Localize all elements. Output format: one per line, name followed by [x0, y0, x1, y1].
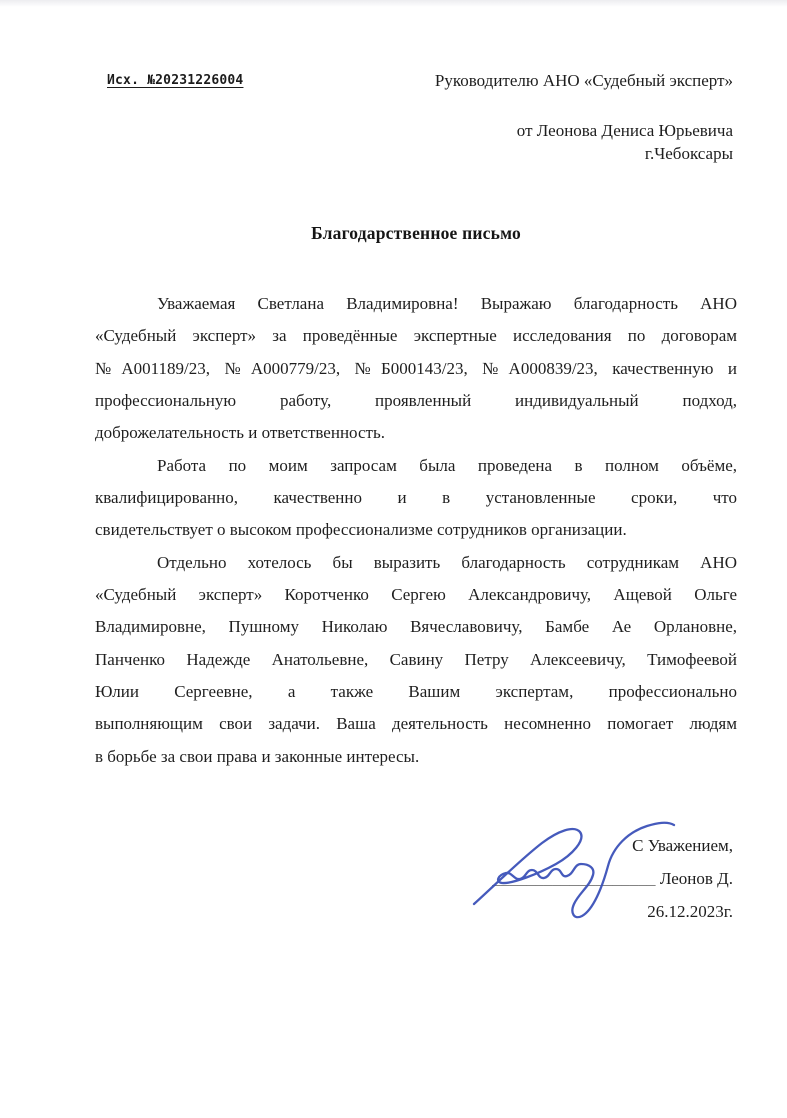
body-line: Отдельно хотелось бы выразить благодарность сотрудникам АНО	[157, 552, 737, 572]
body-line: «Судебный эксперт» за проведённые экспертные исследования по договорам	[95, 326, 737, 346]
city-line: г.Чебоксары	[644, 144, 733, 163]
body-line: свидетельствует о высоком профессионализме сотрудников организации.	[95, 520, 627, 540]
body-line: Юлии Сергеевне, а также Вашим экспертам, профессионально	[95, 682, 737, 702]
signature-blank-line: ___________________	[492, 869, 656, 888]
body-line: квалифицированно, качественно и в установленные сроки, что	[95, 488, 737, 508]
page-top-edge	[0, 0, 787, 7]
document-title: Благодарственное письмо	[311, 223, 521, 243]
signature-closing: С Уважением,	[632, 836, 733, 855]
body-text	[95, 288, 737, 773]
signature-name-row	[492, 869, 733, 889]
body-line: профессиональную работу, проявленный индивидуальный подход,	[95, 391, 737, 411]
body-line: №А001189/23, №А000779/23, №Б000143/23, №А000839/23, качественную и	[95, 358, 737, 378]
body-line: Работа по моим запросам была проведена в полном объёме,	[157, 455, 737, 475]
body-line: доброжелательность и ответственность.	[95, 423, 385, 443]
body-line: Панченко Надежде Анатольевне, Савину Петру Алексеевичу, Тимофеевой	[95, 649, 737, 669]
sender-line: от Леонова Дениса Юрьевича	[516, 121, 733, 140]
body-line: Владимировне, Пушному Николаю Вячеславовичу, Бамбе Ае Орлановне,	[95, 617, 737, 637]
body-line: Уважаемая Светлана Владимировна! Выражаю благодарность АНО	[157, 294, 737, 313]
body-line: в борьбе за свои права и законные интересы.	[95, 746, 420, 766]
signature-date: 26.12.2023г.	[647, 902, 733, 921]
signature-name: Леонов Д.	[659, 869, 733, 888]
addressee-line: Руководителю АНО «Судебный эксперт»	[434, 71, 733, 90]
body-line: выполняющим свои задачи. Ваша деятельность несомненно помогает людям	[95, 714, 737, 734]
outgoing-ref-number: Исх. №20231226004	[107, 73, 244, 88]
body-line: «Судебный эксперт» Коротченко Сергею Александровичу, Ащевой Ольге	[95, 585, 737, 605]
